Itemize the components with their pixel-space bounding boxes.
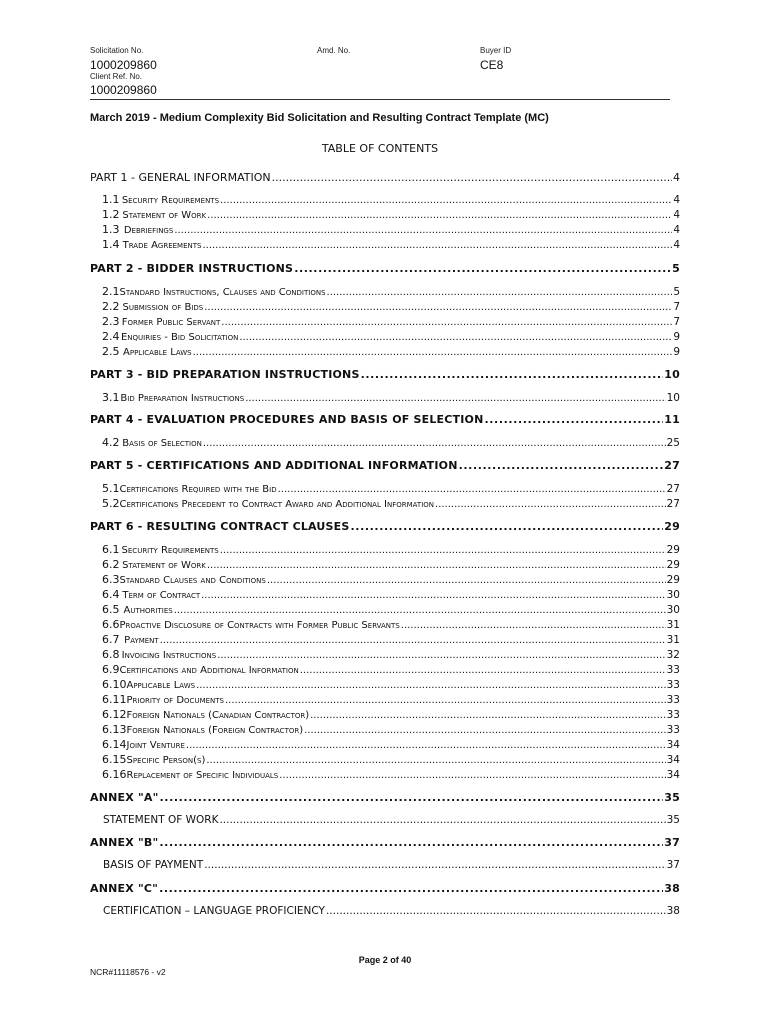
- toc-entry-title: Statement of Work: [122, 210, 207, 221]
- toc-entry-title: Former Public Servant: [121, 317, 221, 328]
- toc-entry-number: 6.10: [102, 678, 127, 691]
- toc-dot-leader: [159, 882, 663, 895]
- toc-entry[interactable]: [90, 753, 680, 766]
- toc-dot-leader: [485, 413, 664, 426]
- toc-entry[interactable]: [90, 262, 680, 275]
- toc-entry[interactable]: [90, 723, 680, 736]
- toc-entry-page: 4: [673, 171, 680, 184]
- toc-entry-page: 38: [666, 905, 680, 917]
- toc-dot-leader: [206, 755, 665, 766]
- toc-entry[interactable]: [90, 836, 680, 849]
- toc-entry-title: PART 2 - BIDDER INSTRUCTIONS: [90, 262, 294, 275]
- page-number: Page 2 of 40: [358, 955, 412, 965]
- toc-entry[interactable]: [90, 648, 680, 661]
- toc-entry-page: 37: [666, 859, 680, 871]
- toc-entry[interactable]: [90, 543, 680, 556]
- toc-entry-title: Specific Person(s): [126, 755, 206, 766]
- toc-entry-page: 34: [666, 769, 680, 781]
- header-divider: [90, 99, 670, 100]
- toc-entry-title: Submission of Bids: [122, 302, 204, 313]
- toc-entry[interactable]: [90, 663, 680, 676]
- toc-dot-leader: [159, 836, 663, 849]
- toc-entry-page: 33: [666, 724, 680, 736]
- toc-entry[interactable]: [90, 238, 680, 251]
- toc-dot-leader: [326, 905, 666, 917]
- toc-entry-number: 6.3: [102, 573, 120, 586]
- toc-dot-leader: [245, 393, 665, 404]
- toc-entry-title: PART 6 - RESULTING CONTRACT CLAUSES: [90, 520, 350, 533]
- toc-entry-page: 7: [673, 316, 680, 328]
- toc-dot-leader: [219, 814, 665, 826]
- toc-entry-title: Enquiries - Bid Solicitation: [120, 332, 239, 343]
- toc-entry-number: 2.4: [102, 330, 120, 343]
- toc-dot-leader: [272, 171, 672, 184]
- toc-entry-title: Security Requirements: [121, 545, 219, 556]
- toc-entry-title: Bid Preparation Instructions: [120, 393, 245, 404]
- toc-entry-page: 32: [666, 649, 680, 661]
- toc-dot-leader: [294, 262, 671, 275]
- toc-entry-title: Security Requirements: [121, 195, 220, 206]
- toc-dot-leader: [207, 210, 672, 221]
- toc-entry-page: 5: [672, 262, 680, 275]
- document-title: March 2019 - Medium Complexity Bid Solicitation and Resulting Contract Template (MC): [90, 112, 549, 124]
- toc-entry-number: 6.1: [102, 543, 120, 556]
- toc-entry[interactable]: [90, 603, 680, 616]
- toc-entry[interactable]: [90, 905, 680, 917]
- toc-entry-number: 6.11: [102, 693, 127, 706]
- toc-entry-title: Invoicing Instructions: [121, 650, 217, 661]
- buyer-id-value: CE8: [480, 58, 504, 72]
- toc-dot-leader: [351, 520, 664, 533]
- toc-entry-title: Certifications Required with the Bid: [119, 484, 277, 495]
- toc-entry[interactable]: [90, 859, 680, 871]
- toc-entry[interactable]: [90, 413, 680, 426]
- toc-entry[interactable]: [90, 315, 680, 328]
- toc-dot-leader: [217, 650, 665, 661]
- toc-entry-page: 30: [666, 604, 680, 616]
- toc-entry[interactable]: [90, 300, 680, 313]
- document-reference: NCR#11118576 - v2: [90, 967, 166, 977]
- toc-entry-title: Authorities: [123, 605, 173, 616]
- toc-entry-number: 2.2: [102, 300, 120, 313]
- toc-entry[interactable]: [90, 171, 680, 184]
- toc-entry-number: 1.1: [102, 193, 120, 206]
- toc-entry[interactable]: [90, 285, 680, 298]
- toc-dot-leader: [239, 332, 672, 343]
- toc-entry-page: 27: [666, 498, 680, 510]
- toc-dot-leader: [279, 770, 665, 781]
- toc-entry-title: ANNEX "C": [90, 882, 159, 895]
- toc-entry-page: 4: [673, 194, 680, 206]
- toc-entry-page: 10: [664, 368, 680, 381]
- toc-entry-page: 11: [664, 413, 680, 426]
- toc-entry-page: 9: [673, 346, 680, 358]
- toc-dot-leader: [304, 725, 666, 736]
- toc-entry-number: 6.4: [102, 588, 120, 601]
- toc-dot-leader: [327, 287, 673, 298]
- toc-dot-leader: [267, 575, 666, 586]
- toc-dot-leader: [278, 484, 666, 495]
- toc-entry-number: 6.14: [102, 738, 127, 751]
- toc-dot-leader: [202, 240, 672, 251]
- toc-entry-number: 6.5: [102, 603, 120, 616]
- toc-entry-title: PART 5 - CERTIFICATIONS AND ADDITIONAL INFORMATION: [90, 459, 458, 472]
- toc-entry[interactable]: [90, 791, 680, 804]
- toc-entry-title: Certifications Precedent to Contract Award and Additional Information: [119, 499, 435, 510]
- toc-entry-page: 29: [666, 544, 680, 556]
- toc-entry-number: 3.1: [102, 391, 120, 404]
- toc-entry[interactable]: [90, 391, 680, 404]
- toc-dot-leader: [196, 680, 666, 691]
- solicitation-label: Solicitation No.: [90, 46, 144, 55]
- toc-entry-title: Standard Clauses and Conditions: [119, 575, 266, 586]
- toc-entry-page: 33: [666, 664, 680, 676]
- toc-entry[interactable]: [90, 678, 680, 691]
- toc-entry-title: ANNEX "B": [90, 836, 159, 849]
- toc-entry-number: 6.8: [102, 648, 120, 661]
- toc-entry[interactable]: [90, 223, 680, 236]
- toc-entry-title: Basis of Selection: [122, 438, 202, 449]
- toc-entry-page: 9: [673, 331, 680, 343]
- toc-entry[interactable]: [90, 693, 680, 706]
- toc-entry-number: 6.15: [102, 753, 127, 766]
- toc-entry-title: ANNEX "A": [90, 791, 159, 804]
- toc-dot-leader: [220, 195, 672, 206]
- toc-dot-leader: [459, 459, 664, 472]
- buyer-id-label: Buyer ID: [480, 46, 512, 55]
- toc-entry-page: 7: [673, 301, 680, 313]
- toc-entry-title: Debriefings: [123, 225, 174, 236]
- toc-entry[interactable]: [90, 573, 680, 586]
- toc-dot-leader: [310, 710, 666, 721]
- toc-entry[interactable]: [90, 588, 680, 601]
- toc-entry-title: Applicable Laws: [123, 347, 192, 358]
- toc-entry-number: 6.13: [102, 723, 127, 736]
- toc-entry-title: BASIS OF PAYMENT: [103, 859, 204, 871]
- toc-entry-page: 37: [664, 836, 680, 849]
- toc-dot-leader: [204, 859, 665, 871]
- toc-entry-page: 29: [666, 559, 680, 571]
- toc-dot-leader: [160, 791, 664, 804]
- toc-entry-page: 33: [666, 679, 680, 691]
- toc-entry-page: 34: [666, 754, 680, 766]
- toc-entry-title: Standard Instructions, Clauses and Conditions: [119, 287, 326, 298]
- toc-entry-title: Statement of Work: [122, 560, 206, 571]
- toc-entry-page: 4: [673, 224, 680, 236]
- toc-entry[interactable]: [90, 436, 680, 449]
- toc-entry-title: Foreign Nationals (Canadian Contractor): [126, 710, 310, 721]
- toc-entry-number: 6.7: [102, 633, 120, 646]
- toc-entry-title: Trade Agreements: [122, 240, 202, 251]
- toc-entry-page: 31: [666, 634, 680, 646]
- toc-entry-page: 29: [666, 574, 680, 586]
- toc-entry-page: 30: [666, 589, 680, 601]
- toc-entry-title: Replacement of Specific Individuals: [126, 770, 279, 781]
- toc-entry-number: 6.9: [102, 663, 120, 676]
- toc-heading: TABLE OF CONTENTS: [321, 142, 439, 155]
- toc-entry-page: 33: [666, 694, 680, 706]
- toc-entry-title: PART 3 - BID PREPARATION INSTRUCTIONS: [90, 368, 360, 381]
- toc-entry-page: 35: [666, 814, 680, 826]
- toc-entry[interactable]: [90, 520, 680, 533]
- toc-entry-title: Certifications and Additional Information: [119, 665, 299, 676]
- solicitation-number: 1000209860: [90, 58, 157, 72]
- toc-entry-page: 27: [666, 483, 680, 495]
- toc-entry-title: CERTIFICATION – LANGUAGE PROFICIENCY: [103, 905, 325, 917]
- toc-entry[interactable]: [90, 208, 680, 221]
- toc-entry-number: 4.2: [102, 436, 120, 449]
- toc-entry-number: 1.3: [102, 223, 120, 236]
- toc-entry[interactable]: [90, 558, 680, 571]
- toc-entry-page: 34: [666, 739, 680, 751]
- toc-entry-title: STATEMENT OF WORK: [103, 814, 219, 826]
- toc-entry-page: 5: [673, 286, 680, 298]
- toc-entry-page: 35: [664, 791, 680, 804]
- toc-entry-page: 4: [673, 209, 680, 221]
- toc-dot-leader: [160, 635, 666, 646]
- toc-dot-leader: [401, 620, 666, 631]
- toc-dot-leader: [174, 225, 672, 236]
- toc-entry[interactable]: [90, 459, 680, 472]
- toc-entry-number: 6.16: [102, 768, 127, 781]
- toc-dot-leader: [201, 590, 666, 601]
- toc-entry-page: 25: [666, 437, 680, 449]
- toc-entry-number: 2.5: [102, 345, 120, 358]
- toc-dot-leader: [174, 605, 666, 616]
- toc-entry[interactable]: [90, 497, 680, 510]
- toc-entry[interactable]: [90, 633, 680, 646]
- toc-entry-page: 33: [666, 709, 680, 721]
- toc-dot-leader: [203, 438, 666, 449]
- toc-entry-number: 6.2: [102, 558, 120, 571]
- toc-dot-leader: [361, 368, 664, 381]
- toc-entry-page: 10: [666, 392, 680, 404]
- toc-entry[interactable]: [90, 738, 680, 751]
- toc-entry[interactable]: [90, 482, 680, 495]
- toc-entry[interactable]: [90, 814, 680, 826]
- toc-entry-number: 2.1: [102, 285, 120, 298]
- toc-entry-title: PART 1 - GENERAL INFORMATION: [90, 171, 271, 184]
- toc-entry-page: 29: [664, 520, 680, 533]
- toc-dot-leader: [204, 302, 672, 313]
- toc-dot-leader: [193, 347, 673, 358]
- toc-dot-leader: [300, 665, 666, 676]
- toc-entry[interactable]: [90, 193, 680, 206]
- toc-entry-number: 2.3: [102, 315, 120, 328]
- toc-entry[interactable]: [90, 618, 680, 631]
- client-ref-number: 1000209860: [90, 83, 157, 97]
- toc-entry-title: Priority of Documents: [126, 695, 224, 706]
- toc-entry-title: Applicable Laws: [126, 680, 196, 691]
- toc-dot-leader: [221, 317, 672, 328]
- toc-entry-page: 31: [666, 619, 680, 631]
- toc-entry-title: PART 4 - EVALUATION PROCEDURES AND BASIS OF SELECTION: [90, 413, 484, 426]
- toc-entry-title: Proactive Disclosure of Contracts with Former Public Servants: [119, 620, 400, 631]
- toc-entry-title: Term of Contract: [122, 590, 201, 601]
- toc-entry-number: 6.12: [102, 708, 127, 721]
- toc-dot-leader: [225, 695, 666, 706]
- toc-entry-title: Foreign Nationals (Foreign Contractor): [126, 725, 304, 736]
- toc-entry-number: 1.4: [102, 238, 120, 251]
- toc-entry[interactable]: [90, 708, 680, 721]
- toc-entry-page: 4: [673, 239, 680, 251]
- toc-entry[interactable]: [90, 330, 680, 343]
- toc-dot-leader: [207, 560, 666, 571]
- toc-entry-number: 5.2: [102, 497, 120, 510]
- toc-entry[interactable]: [90, 368, 680, 381]
- client-ref-label: Client Ref. No.: [90, 72, 143, 81]
- toc-entry-title: Payment: [124, 635, 159, 646]
- toc-entry[interactable]: [90, 768, 680, 781]
- toc-entry-number: 6.6: [102, 618, 120, 631]
- toc-dot-leader: [435, 499, 666, 510]
- toc-entry-number: 1.2: [102, 208, 120, 221]
- toc-dot-leader: [220, 545, 666, 556]
- toc-entry-page: 38: [664, 882, 680, 895]
- toc-entry-page: 27: [664, 459, 680, 472]
- toc-entry-number: 5.1: [102, 482, 120, 495]
- amendment-label: Amd. No.: [317, 46, 351, 55]
- toc-entry[interactable]: [90, 345, 680, 358]
- toc-entry[interactable]: [90, 882, 680, 895]
- toc-dot-leader: [186, 740, 666, 751]
- toc-entry-title: Joint Venture: [126, 740, 185, 751]
